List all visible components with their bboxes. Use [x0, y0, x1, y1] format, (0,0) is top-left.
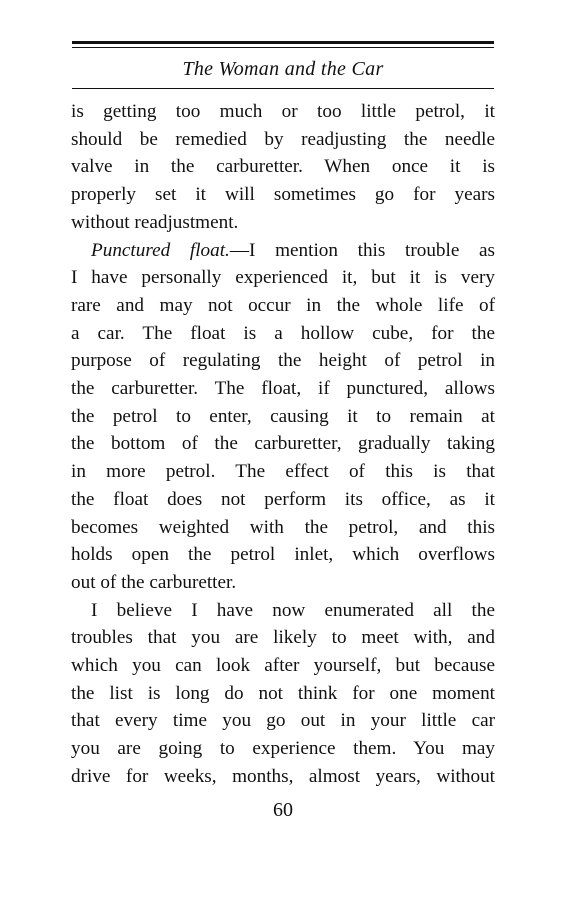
page-number: 60	[273, 799, 293, 821]
text-line: properly set it will sometimes go for years	[71, 184, 495, 206]
text-line: out of the carburetter.	[71, 571, 237, 593]
text-line: which you can look after yourself, but because	[71, 655, 495, 677]
running-head: The Woman and the Car	[182, 58, 384, 80]
text-line: the float does not perform its office, as it	[71, 488, 495, 510]
header-rule-bottom	[72, 88, 494, 89]
text-line: is getting too much or too little petrol, it	[71, 101, 495, 122]
text-line: valve in the carburetter. When once it is	[71, 156, 495, 178]
text-line: troubles that you are likely to meet with, and	[71, 627, 495, 649]
text-line: the list is long do not think for one moment	[71, 682, 495, 704]
text-line: you are going to experience them. You may	[71, 738, 495, 760]
text-line: the bottom of the carburetter, gradually taking	[71, 433, 495, 455]
paragraph-heading: Punctured float.	[91, 239, 230, 261]
text-line: rare and may not occur in the whole life of	[71, 294, 495, 316]
text-line: in more petrol. The effect of this is that	[71, 461, 495, 483]
header-rule-thin	[72, 47, 494, 48]
body-text	[71, 98, 495, 791]
text-line: that every time you go out in your little car	[71, 710, 495, 732]
text-line: should be remedied by readjusting the needle	[71, 128, 495, 150]
text-line-paragraph-start: I believe I have now enumerated all the	[91, 599, 495, 621]
text-line-paragraph-start	[71, 237, 495, 265]
header-rule-thick	[72, 41, 494, 44]
text-line: holds open the petrol inlet, which overflows	[71, 544, 495, 566]
text-line: the petrol to enter, causing it to remain at	[71, 405, 495, 427]
text-line: becomes weighted with the petrol, and this	[71, 516, 495, 538]
text-line: a car. The float is a hollow cube, for the	[71, 322, 495, 344]
text-run: —I mention this trouble as	[229, 239, 495, 261]
text-line: drive for weeks, months, almost years, without	[71, 765, 495, 787]
text-line: the carburetter. The float, if punctured, allows	[71, 378, 495, 400]
text-line: I have personally experienced it, but it is very	[71, 267, 495, 289]
text-line: purpose of regulating the height of petrol in	[71, 350, 495, 372]
text-line: without readjustment.	[71, 211, 239, 233]
